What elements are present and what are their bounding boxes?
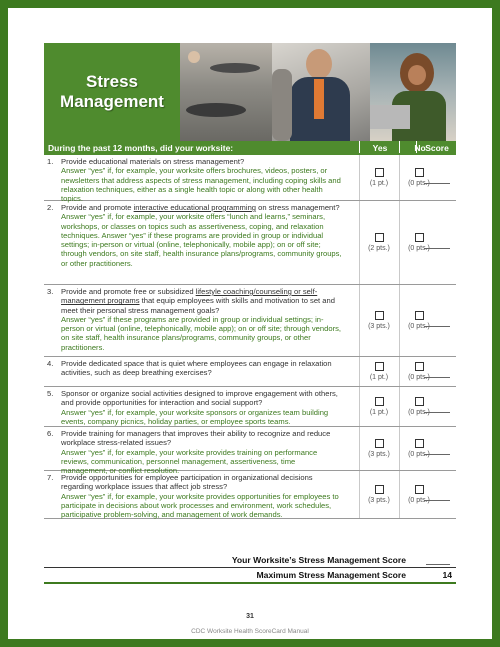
no-checkbox-cell[interactable] (399, 233, 439, 252)
your-score-row (44, 553, 456, 568)
smiling-businessman-photo (272, 43, 370, 141)
section-title-line2: Management (60, 92, 164, 111)
question-number: 5. (47, 389, 54, 398)
question-text: Provide and promote (61, 203, 134, 212)
table-header-yes: Yes (359, 141, 400, 153)
table-header-question: During the past 12 months, did your worksite: (48, 143, 234, 153)
no-checkbox[interactable] (415, 168, 424, 177)
scorecard-page (8, 8, 492, 639)
yes-checkbox-cell[interactable] (359, 397, 399, 416)
yes-checkbox-cell[interactable] (359, 233, 399, 252)
no-checkbox[interactable] (415, 397, 424, 406)
no-checkbox[interactable] (415, 485, 424, 494)
section-header (44, 43, 456, 141)
question-number: 2. (47, 203, 54, 212)
question-row (44, 357, 456, 387)
table-header (44, 141, 456, 155)
question-row (44, 427, 456, 476)
yes-points: (1 pt.) (369, 409, 389, 416)
your-score-blank[interactable] (426, 563, 450, 565)
yes-checkbox[interactable] (375, 362, 384, 371)
no-points: (0 pts.) (408, 497, 430, 504)
max-score-row (44, 568, 456, 584)
question-text: Provide dedicated space that is quiet where employees can engage in relaxation activities, such as deep breathing exercises? (61, 359, 332, 378)
no-points: (0 pts.) (408, 245, 430, 252)
no-points: (0 pts.) (408, 323, 430, 330)
table-header-score: Score (416, 141, 457, 153)
page-number: 31 (246, 613, 254, 620)
max-score-value: 14 (442, 570, 452, 580)
question-text: Provide educational materials on stress management? (61, 157, 245, 166)
no-checkbox-cell[interactable] (399, 485, 439, 504)
question-underlined-term: lifestyle coaching/counseling or self-management programs (61, 287, 318, 306)
no-checkbox[interactable] (415, 362, 424, 371)
question-answer-guidance: Answer “yes” if, for example, your worksite provides training on performance reviews, communication, personnel management, assertiveness, time management, or conflict resolution. (61, 447, 318, 476)
question-answer-guidance: Answer “yes” if, for example, your worksite provides opportunities for employees to participate in decisions about work processes and environment, work schedules, participative problem-solving, and management of work demands. (61, 491, 339, 520)
score-blank[interactable] (424, 182, 450, 184)
no-checkbox[interactable] (415, 311, 424, 320)
no-points: (0 pts.) (408, 451, 430, 458)
question-text-tail: on stress management? (256, 203, 340, 212)
footer-text: CDC Worksite Health ScoreCard Manual (191, 628, 309, 635)
no-checkbox-cell[interactable] (399, 439, 439, 458)
score-blank[interactable] (424, 453, 450, 455)
yes-checkbox[interactable] (375, 485, 384, 494)
question-answer-guidance: Answer “yes” if, for example, your worksite offers brochures, videos, posters, or newsletters that address aspects of stress management, including coping skills and relaxation techniques, either as a single health topic or along with other health topics. (61, 166, 341, 204)
question-text: Provide opportunities for employee participation in organizational decisions regarding workplace issues that affect job stress? (61, 473, 313, 492)
section-title-box (44, 43, 180, 141)
yoga-class-photo (180, 43, 272, 141)
question-number: 7. (47, 473, 54, 482)
score-blank[interactable] (424, 411, 450, 413)
no-checkbox-cell[interactable] (399, 362, 439, 381)
no-points: (0 pts.) (408, 374, 430, 381)
no-checkbox-cell[interactable] (399, 397, 439, 416)
score-blank[interactable] (424, 499, 450, 501)
yes-points: (3 pts.) (368, 323, 390, 330)
question-number: 3. (47, 287, 54, 296)
question-number: 1. (47, 157, 54, 166)
no-points: (0 pts.) (408, 180, 430, 187)
question-row (44, 201, 456, 285)
yes-checkbox-cell[interactable] (359, 362, 399, 381)
no-points: (0 pts.) (408, 409, 430, 416)
yes-checkbox-cell[interactable] (359, 311, 399, 330)
question-answer-guidance: Answer “yes” if, for example, your worksite offers “lunch and learns,” seminars, workshops, or classes on topics such as assertiveness, coping, and relaxation techniques. Answer “yes” if these programs are provided in group or individual settings; in-person or virtual (online, telephonically, mobile app); on or off site; through vendors, on site staff, health insurance plans/programs, community groups, or other practitioners. (61, 212, 342, 268)
table-header-no: No (399, 141, 440, 153)
question-text: Provide and promote free or subsidized (61, 287, 196, 296)
question-text-tail: that equip employees with skills and motivation to set and meet their personal stress management goals? (61, 296, 335, 315)
yes-points: (2 pts.) (368, 245, 390, 252)
score-blank[interactable] (424, 247, 450, 249)
yes-points: (1 pt.) (369, 180, 389, 187)
stressed-woman-photo (370, 43, 456, 141)
section-title-line1: Stress (86, 72, 138, 91)
questions-table (44, 155, 456, 519)
yes-checkbox-cell[interactable] (359, 485, 399, 504)
yes-points: (1 pt.) (369, 374, 389, 381)
max-score-label: Maximum Stress Management Score (256, 570, 406, 580)
yes-checkbox[interactable] (375, 168, 384, 177)
no-checkbox[interactable] (415, 233, 424, 242)
question-row (44, 155, 456, 204)
question-row (44, 285, 456, 357)
yes-checkbox[interactable] (375, 439, 384, 448)
yes-points: (3 pts.) (368, 497, 390, 504)
question-text: Sponsor or organize social activities designed to improve engagement with others, and provide opportunities for interaction and social support? (61, 389, 338, 408)
question-row (44, 471, 456, 519)
question-answer-guidance: Answer “yes” if, for example, your worksite sponsors or organizes team building events, company picnics, holiday parties, or employee sports teams. (61, 407, 329, 426)
score-blank[interactable] (424, 325, 450, 327)
question-number: 6. (47, 429, 54, 438)
no-checkbox-cell[interactable] (399, 311, 439, 330)
your-score-label: Your Worksite’s Stress Management Score (231, 555, 406, 565)
question-number: 4. (47, 359, 54, 368)
question-text: Provide training for managers that improves their ability to recognize and reduce workplace stress-related issues? (61, 429, 331, 448)
yes-checkbox[interactable] (375, 233, 384, 242)
question-underlined-term: interactive educational programming (133, 203, 257, 212)
no-checkbox[interactable] (415, 439, 424, 448)
score-blank[interactable] (424, 376, 450, 378)
yes-checkbox[interactable] (375, 397, 384, 406)
yes-checkbox-cell[interactable] (359, 168, 399, 187)
yes-points: (3 pts.) (368, 451, 390, 458)
no-checkbox-cell[interactable] (399, 168, 439, 187)
yes-checkbox-cell[interactable] (359, 439, 399, 458)
question-row (44, 387, 456, 427)
question-answer-guidance: Answer “yes” if these programs are provided in group or individual settings; in-person or virtual (online, telephonically, mobile app); on or off site; through vendors, on site staff, health insurance plans/programs, community groups, or other practitioners. (61, 314, 342, 352)
yes-checkbox[interactable] (375, 311, 384, 320)
